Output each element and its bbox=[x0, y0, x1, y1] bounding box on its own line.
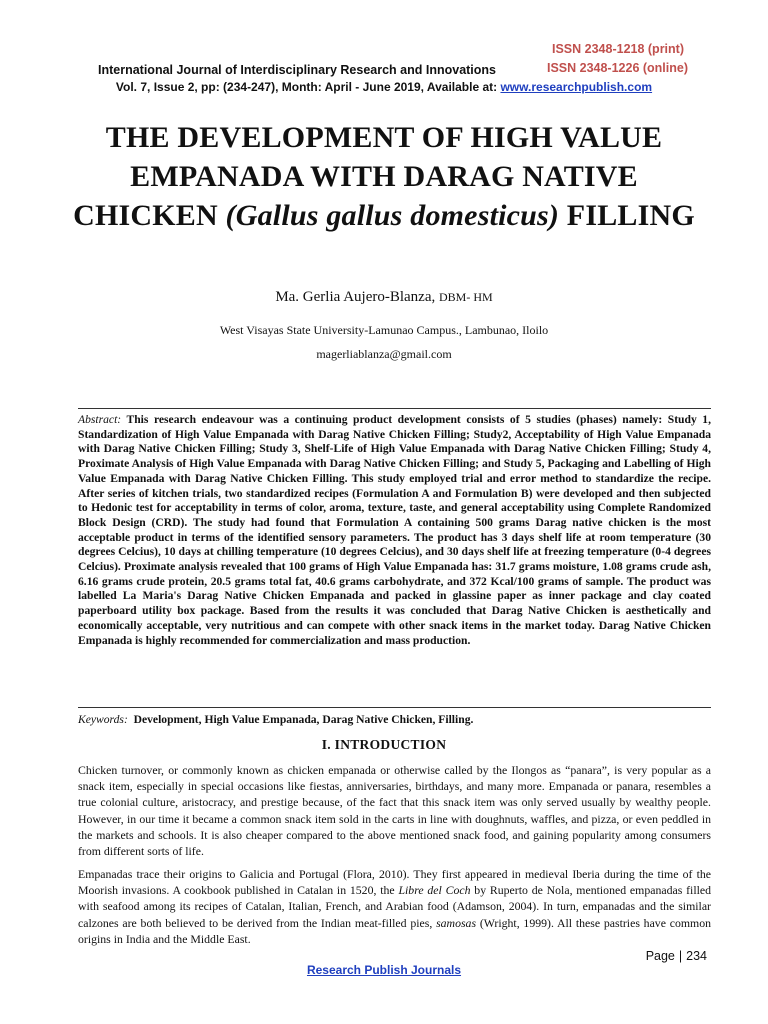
keywords-text: Development, High Value Empanada, Darag Native Chicken, Filling. bbox=[133, 713, 474, 726]
introduction-paragraph-1: Chicken turnover, or commonly known as chicken empanada or otherwise called by the Ilongos as “panara”, is very popular as a snack item, especially in special occasions like fiestas, anniversaries, birthdays, and many more. Empanada or panara, resembles a true colonial culture, aristocracy, and prestige because, of the fact that this snack item was only served usually by wealthy people. However, in our time it became a common snack item sold in the carts in line with doughnuts, waffles, and pizza, or even peddled in the markets and schools. It is also cheaper compared to the above mentioned snack food, and gaining popularity among consumers from different sorts of life. bbox=[78, 763, 711, 859]
volume-info-row bbox=[0, 80, 768, 94]
author-email: magerliablanza@gmail.com bbox=[316, 347, 452, 361]
abstract-bottom-rule bbox=[78, 707, 711, 708]
page-footer bbox=[0, 963, 768, 977]
abstract-label: Abstract: bbox=[78, 413, 122, 426]
p2-text-b: by Ruperto de Nola, mentioned empanadas filled with seafood among its recipes of Catalan, Italian, French, and Arabian food (Adamson, 2004). In turn, empanadas and the similar calzones are both believed to be derived from the Indian meat-filled pies, bbox=[78, 883, 712, 930]
p2-text-a: Empanadas trace their origins to Galicia and Portugal (Flora, 2010). They first appeared in medieval Iberia during the time of the Moorish invasions. A cookbook published in Catalan in 1520, the bbox=[78, 867, 711, 898]
journal-name: International Journal of Interdisciplinary Research and Innovations bbox=[98, 63, 496, 77]
page-label: Page bbox=[645, 949, 675, 963]
issn-online: ISSN 2348-1226 (online) bbox=[546, 61, 688, 75]
volume-info: Vol. 7, Issue 2, pp: (234-247), Month: April - June 2019, Available at: bbox=[115, 80, 498, 94]
publisher-link[interactable]: Research Publish Journals bbox=[306, 963, 462, 977]
section-heading-introduction: I. INTRODUCTION bbox=[321, 737, 447, 752]
paper-title bbox=[60, 118, 708, 235]
journal-website-link[interactable]: www.researchpublish.com bbox=[500, 80, 653, 94]
journal-row bbox=[98, 61, 698, 79]
title-scientific-name: (Gallus gallus domesticus) bbox=[225, 199, 560, 232]
abstract-top-rule bbox=[78, 408, 711, 409]
page-number-value: 234 bbox=[686, 949, 707, 963]
issn-print: ISSN 2348-1218 (print) bbox=[552, 42, 684, 56]
title-part2: FILLING bbox=[559, 199, 695, 232]
keywords bbox=[78, 713, 711, 728]
abstract bbox=[78, 413, 711, 648]
introduction-paragraph-2 bbox=[78, 866, 711, 947]
book-title: Libre del Coch bbox=[398, 883, 471, 898]
author-credentials: DBM- HM bbox=[439, 290, 493, 304]
author-line bbox=[0, 289, 768, 306]
title-part1: THE DEVELOPMENT OF HIGH VALUE EMPANADA WITH DARAG NATIVE CHICKEN bbox=[73, 121, 663, 232]
page-number bbox=[646, 949, 707, 963]
samosas-term: samosas bbox=[436, 915, 477, 930]
keywords-label: Keywords: bbox=[78, 713, 128, 726]
abstract-text: This research endeavour was a continuing product development consists of 5 studies (phases) namely: Study 1, Standardization of High Value Empanada with Darag Native Chicken Filling; Study2, Acceptability of High Value Empanada with Darag Native Chicken Filling; Study 3, Shelf-Life of High Value Empanada with Darag Native Chicken Filling; Study 4, Proximate Analysis of High Value Empanada with Darag Native Chicken Filling; and Study 5, Packaging and Labelling of High Value Empanada with Darag Native Chicken Filling. This study employed trial and error method to standardize the recipe. After series of kitchen trials, two standardized recipes (Formulation A and Formulation B) were developed and then subjected to Hedonic test for acceptability in terms of color, aroma, texture, taste, and general acceptability using Complete Randomized Block Design (CRD). The study had found that Formulation A containing 500 grams Darag native chicken is the most acceptable product in terms of the identified sensory parameters. The product has 3 days shelf life at room temperature (30 degrees Celcius), 10 days at chilling temperature (10 degrees Celcius), and 30 days shelf life at freezing temperature (0-4 degrees Celcius). Proximate analysis revealed that 100 grams of High Value Empanada has: 31.7 grams moisture, 1.08 grams crude ash, 6.16 grams crude protein, 20.5 grams total fat, 40.6 grams carbohydrate, and 372 Kcal/100 grams of sample. The product was labelled La Maria's Darag Native Chicken Empanada and packed in glassine paper as inner package and clay coated paperboard utility box package. Based from the results it was concluded that Darag Native Chicken is aesthetically and economically acceptable, very nutritious and can compete with other snack items in the market today. Darag Native Chicken Empanada is highly recommended for commercialization and mass production. bbox=[78, 413, 711, 647]
page-separator: | bbox=[678, 949, 683, 963]
author-name: Ma. Gerlia Aujero-Blanza, bbox=[275, 289, 436, 305]
p2-text-c: (Wright, 1999). All these pastries have common origins in India and the Middle East. bbox=[78, 915, 711, 946]
author-affiliation: West Visayas State University-Lamunao Campus., Lambunao, Iloilo bbox=[219, 323, 549, 337]
